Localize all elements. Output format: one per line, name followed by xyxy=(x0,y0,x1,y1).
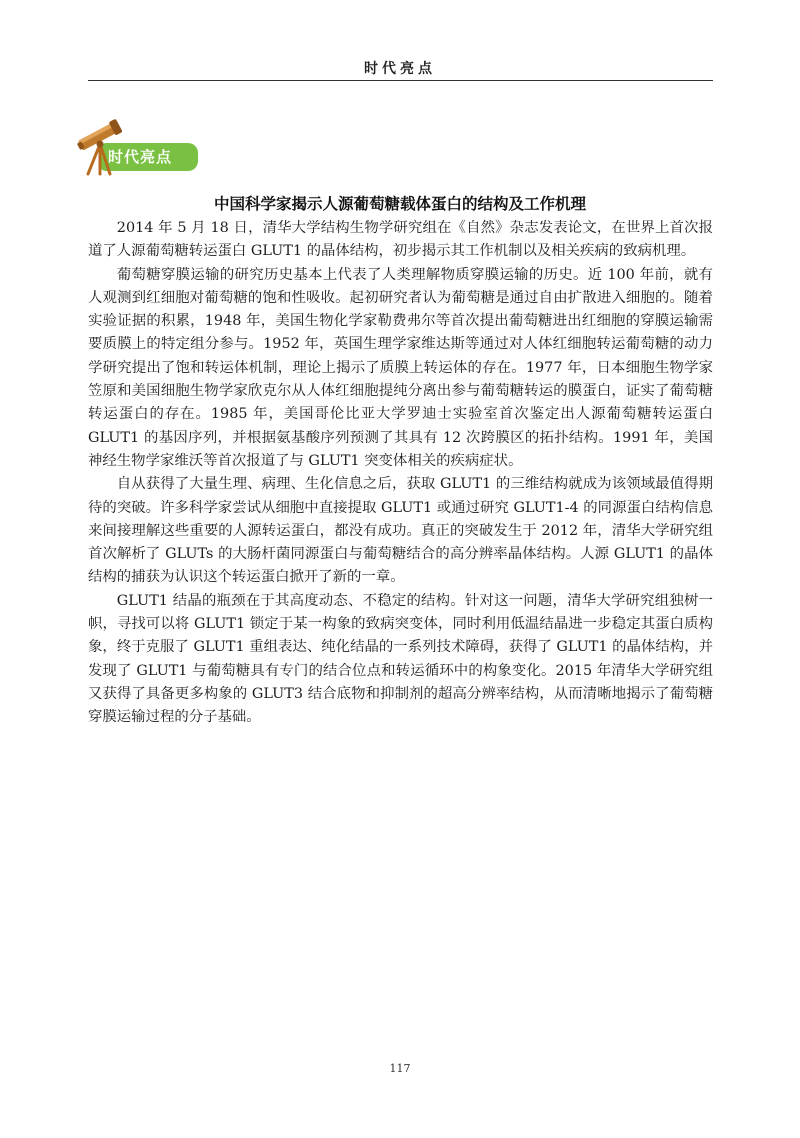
paragraph: 2014 年 5 月 18 日，清华大学结构生物学研究组在《自然》杂志发表论文，在世界上首次报道了人源葡萄糖转运蛋白 GLUT1 的晶体结构，初步揭示其工作机制以及相关疾病的致病机理。 xyxy=(88,220,713,260)
page-number: 117 xyxy=(389,1062,411,1075)
article-body xyxy=(88,217,713,730)
section-badge xyxy=(74,118,204,176)
badge-label: 时代亮点 xyxy=(108,148,173,166)
paragraph: GLUT1 结晶的瓶颈在于其高度动态、不稳定的结构。针对这一问题，清华大学研究组独树一帜，寻找可以将 GLUT1 锁定于某一构象的致病突变体，同时利用低温结晶进一步稳定其蛋白质构象，终于克服了 GLUT1 重组表达、纯化结晶的一系列技术障碍，获得了 GLUT1 的晶体结构，并发现了 GLUT1 与葡萄糖具有专门的结合位点和转运循环中的构象变化。2015 年清华大学研究组又获得了具备更多构象的 GLUT3 结合底物和抑制剂的超高分辨率结构，从而清晰地揭示了葡萄糖穿膜运输过程的分子基础。 xyxy=(88,592,713,726)
running-header-title: 时代亮点 xyxy=(364,61,436,77)
article-title: 中国科学家揭示人源葡萄糖载体蛋白的结构及工作机理 xyxy=(213,195,586,213)
paragraph: 葡萄糖穿膜运输的研究历史基本上代表了人类理解物质穿膜运输的历史。近 100 年前，就有人观测到红细胞对葡萄糖的饱和性吸收。起初研究者认为葡萄糖是通过自由扩散进入细胞的。随着实验证据的积累，1948 年，美国生物化学家勒费弗尔等首次提出葡萄糖进出红细胞的穿膜运输需要质膜上的特定组分参与。1952 年，英国生理学家维达斯等通过对人体红细胞转运葡萄糖的动力学研究提出了饱和转运体机制，理论上揭示了质膜上转运体的存在。1977 年，日本细胞生物学家笠原和美国细胞生物学家欣克尔从人体红细胞提纯分离出参与葡萄糖转运的膜蛋白，证实了葡萄糖转运蛋白的存在。1985 年，美国哥伦比亚大学罗迪士实验室首次鉴定出人源葡萄糖转运蛋白 GLUT1 的基因序列，并根据氨基酸序列预测了其具有 12 次跨膜区的拓扑结构。1991 年，美国神经生物学家维沃等首次报道了与 GLUT1 突变体相关的疾病症状。 xyxy=(88,266,713,469)
header-divider xyxy=(88,80,713,81)
paragraph: 自从获得了大量生理、病理、生化信息之后，获取 GLUT1 的三维结构就成为该领域最值得期待的突破。许多科学家尝试从细胞中直接提取 GLUT1 或通过研究 GLUT1-4 的同源蛋白结构信息来间接理解这些重要的人源转运蛋白，都没有成功。真正的突破发生于 2012 年，清华大学研究组首次解析了 GLUTs 的大肠杆菌同源蛋白与葡萄糖结合的高分辨率晶体结构。人源 GLUT1 的晶体结构的捕获为认识这个转运蛋白掀开了新的一章。 xyxy=(88,476,713,586)
telescope-icon xyxy=(74,118,126,176)
